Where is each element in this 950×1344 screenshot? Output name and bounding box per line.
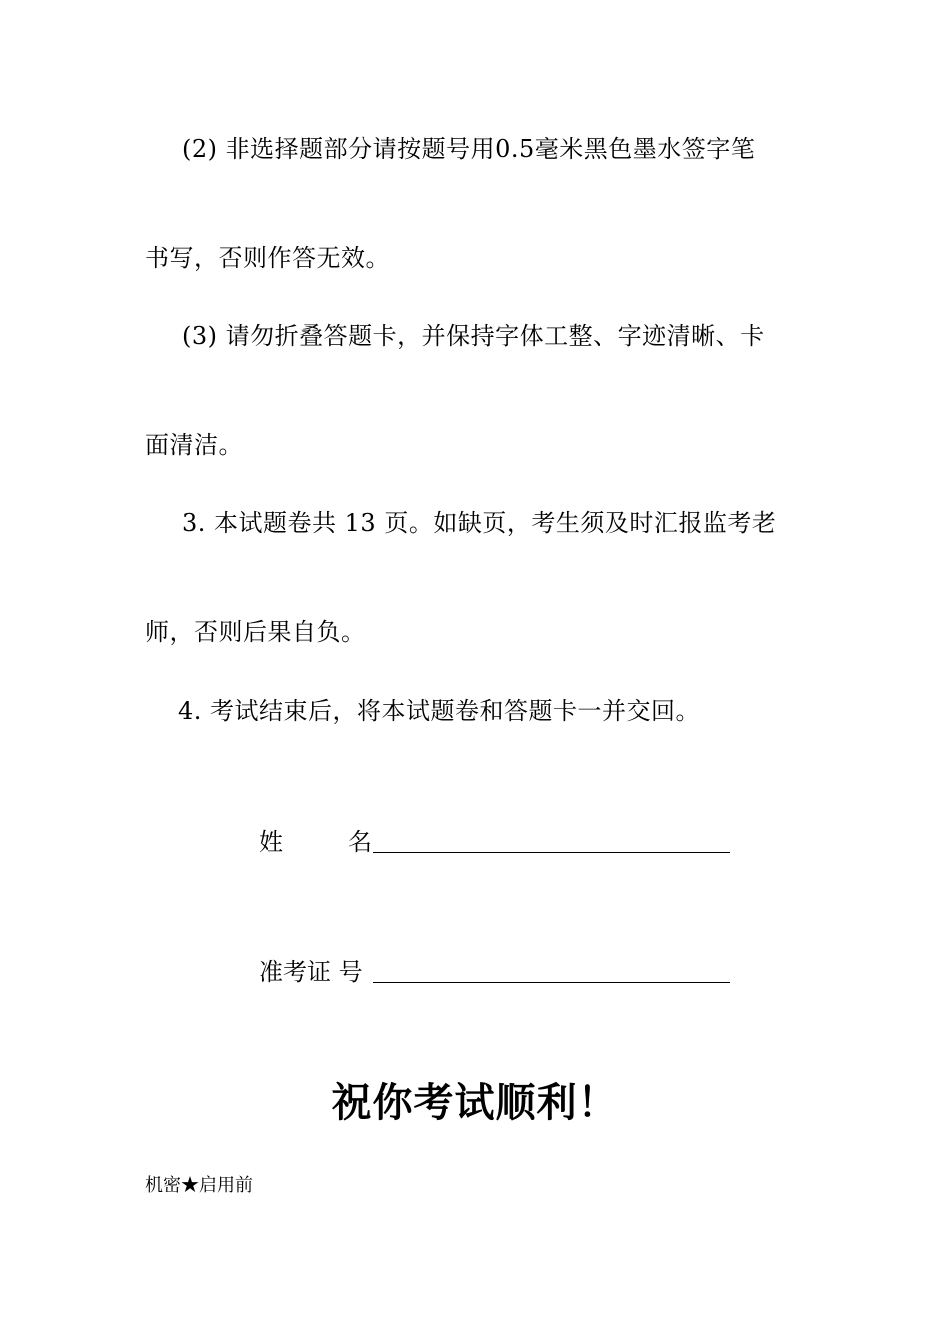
- rule-4: 4. 考试结束后，将本试题卷和答题卡一并交回。: [178, 697, 701, 725]
- instruction-item-2-line-2: 书写，否则作答无效。: [145, 244, 390, 272]
- instruction-item-3-line-1: (3) 请勿折叠答题卡，并保持字体工整、字迹清晰、卡: [182, 322, 765, 350]
- name-label-part1: 姓: [259, 828, 283, 856]
- instruction-item-2-line-1: (2) 非选择题部分请按题号用0.5毫米黑色墨水签字笔: [182, 135, 756, 163]
- exam-id-label: 准考证 号: [259, 958, 363, 986]
- instruction-item-3-line-2: 面清洁。: [145, 431, 243, 459]
- name-label-part2: 名: [348, 828, 372, 856]
- rule-3-line-1: 3. 本试题卷共 13 页。如缺页，考生须及时汇报监考老: [182, 509, 777, 537]
- blessing-heading: 祝你考试顺利！: [331, 1080, 619, 1126]
- name-input-line[interactable]: [373, 852, 730, 853]
- rule-3-line-2: 师，否则后果自负。: [145, 618, 366, 646]
- exam-id-input-line[interactable]: [373, 982, 730, 983]
- confidential-mark: 机密★启用前: [145, 1175, 253, 1196]
